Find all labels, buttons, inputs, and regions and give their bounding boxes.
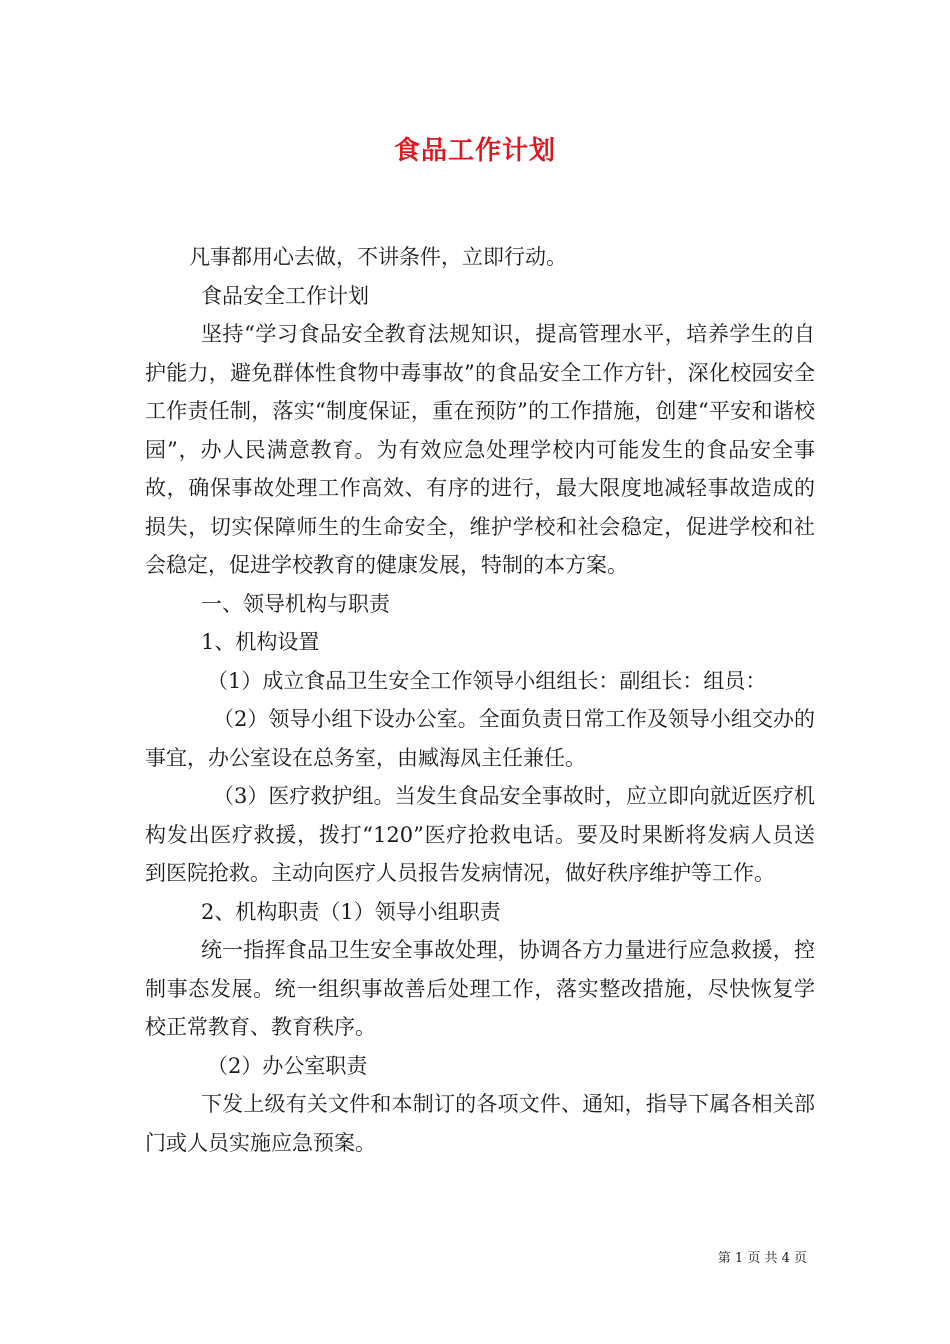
paragraph-item-1: （1）成立食品卫生安全工作领导小组组长：副组长：组员： [207, 668, 767, 693]
paragraph-subtitle: 食品安全工作计划 [201, 283, 369, 308]
subsection-heading-setup: 1、机构设置 [201, 630, 320, 654]
page-indicator: 第 1 页 共 4 页 [717, 1251, 807, 1266]
document-body [145, 238, 815, 1162]
paragraph-motto: 凡事都用心去做，不讲条件，立即行动。 [189, 245, 567, 269]
paragraph-leadership-duties: 统一指挥食品卫生安全事故处理，协调各方力量进行应急救援，控制事态发展。统一组织事故善后处理工作，落实整改措施，尽快恢复学校正常教育、教育秩序。 [145, 938, 815, 1039]
paragraph-office-duties: 下发上级有关文件和本制订的各项文件、通知，指导下属各相关部门或人员实施应急预案。 [145, 1092, 815, 1155]
paragraph-item-3: （3）医疗救护组。当发生食品安全事故时，应立即向就近医疗机构发出医疗救援，拨打“120”医疗抢救电话。要及时果断将发病人员送到医院抢救。主动向医疗人员报告发病情况，做好秩序维护等工作。 [145, 784, 815, 885]
section-heading-leadership: 一、领导机构与职责 [201, 591, 390, 616]
subsection-heading-duties: 2、机构职责（1）领导小组职责 [201, 899, 501, 924]
paragraph-office-duties-heading: （2）办公室职责 [207, 1053, 368, 1078]
paragraph-item-2: （2）领导小组下设办公室。全面负责日常工作及领导小组交办的事宜，办公室设在总务室，由臧海凤主任兼任。 [145, 707, 815, 770]
paragraph-intro: 坚持“学习食品安全教育法规知识，提高管理水平，培养学生的自护能力，避免群体性食物中毒事故”的食品安全工作方针，深化校园安全工作责任制，落实“制度保证，重在预防”的工作措施，创建“平安和谐校园”，办人民满意教育。为有效应急处理学校内可能发生的食品安全事故，确保事故处理工作高效、有序的进行，最大限度地减轻事故造成的损失，切实保障师生的生命安全，维护学校和社会稳定，促进学校和社会稳定，促进学校教育的健康发展，特制的本方案。 [145, 322, 815, 577]
document-title: 食品工作计划 [393, 136, 556, 166]
